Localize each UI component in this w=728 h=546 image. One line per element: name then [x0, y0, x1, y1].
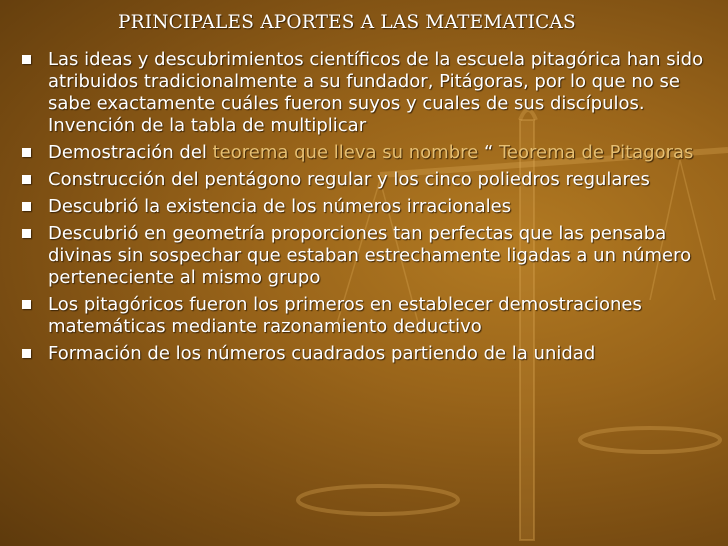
bullet-text: Descubrió en geometría proporciones tan perfectas que las pensaba divinas sin sospechar que estaban estrechamente ligadas a un número perteneciente al mismo grupo: [48, 223, 692, 288]
pythagoras-theorem-link[interactable]: Teorema de Pitagoras: [499, 142, 694, 163]
bullet-text: Los pitagóricos fueron los primeros en establecer demostraciones matemáticas mediante razonamiento deductivo: [48, 294, 642, 337]
bullet-extra-text: Invención de la tabla de multiplicar: [48, 115, 367, 136]
bullet-item: [0, 49, 728, 137]
bullet-item: [0, 169, 728, 191]
square-bullet-icon: [22, 349, 31, 358]
slide-title: PRINCIPALES APORTES A LAS MATEMATICAS: [118, 12, 576, 33]
bullet-item: [0, 223, 728, 289]
square-bullet-icon: [22, 300, 31, 309]
square-bullet-icon: [22, 55, 31, 64]
bullet-item: [0, 142, 728, 164]
bullet-text: Descubrió la existencia de los números irracionales: [48, 196, 512, 217]
theorem-link[interactable]: teorema que lleva su nombre: [212, 142, 479, 163]
bullet-text: Las ideas y descubrimientos científicos de la escuela pitagórica han sido atribuidos tradicionalmente a su fundador, Pitágoras, por lo que no se sabe exactamente cuáles fueron suyos y cuales de sus discípulos.: [48, 49, 704, 114]
bullet-item: [0, 196, 728, 218]
bullet-item: [0, 343, 728, 365]
quote-mark: “: [478, 142, 499, 163]
square-bullet-icon: [22, 229, 31, 238]
bullet-item: [0, 294, 728, 338]
square-bullet-icon: [22, 175, 31, 184]
bullet-text: Formación de los números cuadrados partiendo de la unidad: [48, 343, 596, 364]
bullet-list: [0, 49, 728, 370]
bullet-text: Construcción del pentágono regular y los cinco poliedros regulares: [48, 169, 650, 190]
square-bullet-icon: [22, 148, 31, 157]
bullet-text: Demostración del: [48, 142, 213, 163]
square-bullet-icon: [22, 202, 31, 211]
